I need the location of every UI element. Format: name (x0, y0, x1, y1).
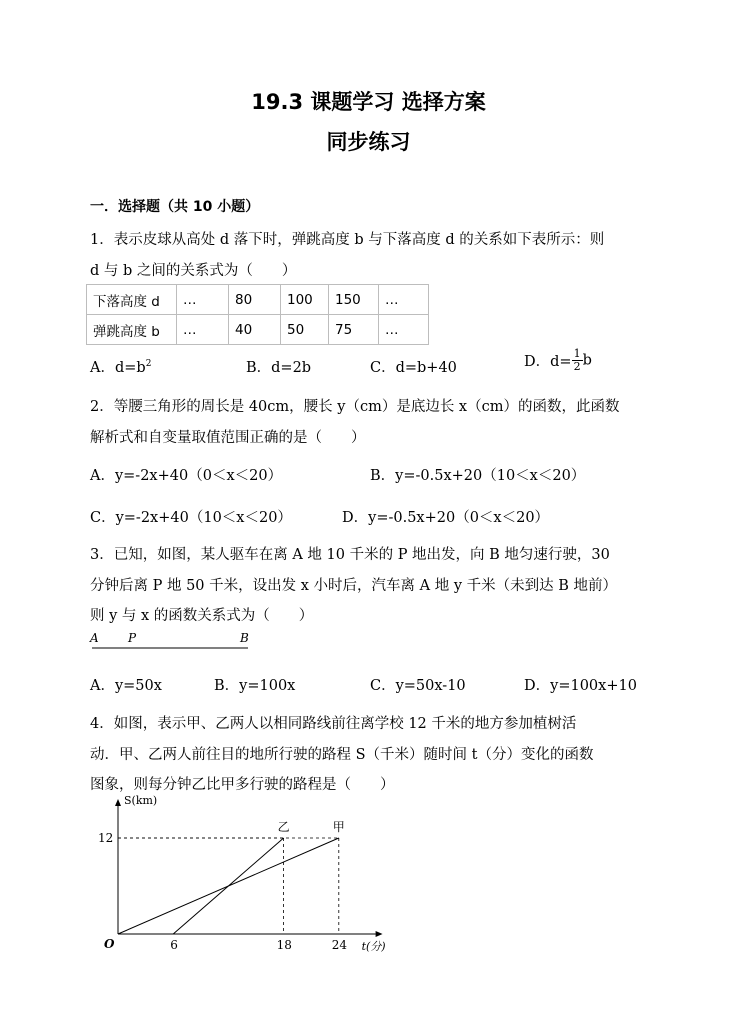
table-cell: 50 (281, 315, 329, 345)
q2-option-c[interactable]: C．y=-2x+40（10＜x＜20） (90, 510, 292, 526)
q4-text-line3: 图象，则每分钟乙比甲多行驶的路程是（ ） (90, 777, 395, 793)
table-cell: … (379, 285, 429, 315)
q1-text-line1: 1．表示皮球从高处 d 落下时，弹跳高度 b 与下落高度 d 的关系如下表所示：则 (90, 232, 605, 248)
x-tick-label: 24 (331, 938, 348, 952)
section-heading: 一．选择题（共 10 小题） (90, 199, 260, 215)
page-subtitle: 同步练习 (326, 130, 411, 154)
x-axis-arrow (376, 931, 383, 937)
q1-text-line2: d 与 b 之间的关系式为（ ） (90, 263, 297, 279)
series-label: 甲 (332, 820, 345, 834)
x-axis-label: t(分) (361, 940, 386, 953)
q3-option-d[interactable]: D．y=100x+10 (524, 678, 637, 694)
x-tick-label: 6 (170, 938, 178, 952)
table-cell: 100 (281, 285, 329, 315)
q1-option-c[interactable]: C．d=b+40 (370, 360, 457, 376)
q3-option-b[interactable]: B．y=100x (214, 678, 296, 694)
q2-option-b[interactable]: B．y=-0.5x+20（10＜x＜20） (370, 468, 586, 484)
point-label-a: A (90, 631, 99, 645)
origin-label: O (104, 937, 115, 951)
q3-option-c[interactable]: C．y=50x-10 (370, 678, 466, 694)
q1-data-table (86, 284, 429, 345)
fraction: $\frac{1}{2}$ (573, 347, 581, 373)
table-cell: 40 (229, 315, 281, 345)
y-axis-label: S(km) (124, 794, 158, 807)
table-cell: 75 (329, 315, 379, 345)
table-cell: 弹跳高度 b (87, 315, 177, 345)
table-row (87, 285, 429, 315)
point-label-b: B (240, 631, 249, 645)
q1-option-a[interactable]: A．$d=b^2$ (90, 359, 152, 376)
q2-option-a[interactable]: A．y=-2x+40（0＜x＜20） (90, 468, 283, 484)
q1-option-d[interactable]: D．d= $\frac{1}{2}$ b (524, 347, 592, 373)
table-cell: 150 (329, 285, 379, 315)
q2-text-line2: 解析式和自变量取值范围正确的是（ ） (90, 430, 366, 446)
table-row (87, 315, 429, 345)
x-tick-label: 18 (276, 938, 292, 952)
y-tick-label: 12 (98, 831, 114, 845)
point-label-p: P (128, 631, 137, 645)
q4-function-graph (90, 794, 386, 958)
q2-text-line1: 2．等腰三角形的周长是 40cm，腰长 y（cm）是底边长 x（cm）的函数，此函数 (90, 399, 620, 415)
table-cell: 80 (229, 285, 281, 315)
table-cell: … (177, 315, 229, 345)
table-cell: 下落高度 d (87, 285, 177, 315)
q3-option-a[interactable]: A．y=50x (90, 678, 162, 694)
table-cell: … (379, 315, 429, 345)
series-line (173, 838, 283, 934)
q3-text-line3: 则 y 与 x 的函数关系式为（ ） (90, 608, 314, 624)
q3-text-line2: 分钟后离 P 地 50 千米，设出发 x 小时后，汽车离 A 地 y 千米（未到达 B 地前） (90, 578, 618, 594)
series-label: 乙 (277, 820, 290, 834)
q4-text-line1: 4．如图，表示甲、乙两人以相同路线前往离学校 12 千米的地方参加植树活 (90, 716, 577, 732)
q3-text-line1: 3．已知，如图，某人驱车在离 A 地 10 千米的 P 地出发，向 B 地匀速行驶，30 (90, 547, 610, 563)
page-title: 19.3 课题学习 选择方案 (251, 90, 486, 114)
q3-segment-figure (86, 628, 266, 654)
table-cell: … (177, 285, 229, 315)
y-axis-arrow (115, 799, 121, 806)
q4-text-line2: 动．甲、乙两人前往目的地所行驶的路程 S（千米）随时间 t（分）变化的函数 (90, 747, 594, 763)
q2-option-d[interactable]: D．y=-0.5x+20（0＜x＜20） (342, 510, 550, 526)
q1-option-b[interactable]: B．d=2b (246, 360, 312, 376)
